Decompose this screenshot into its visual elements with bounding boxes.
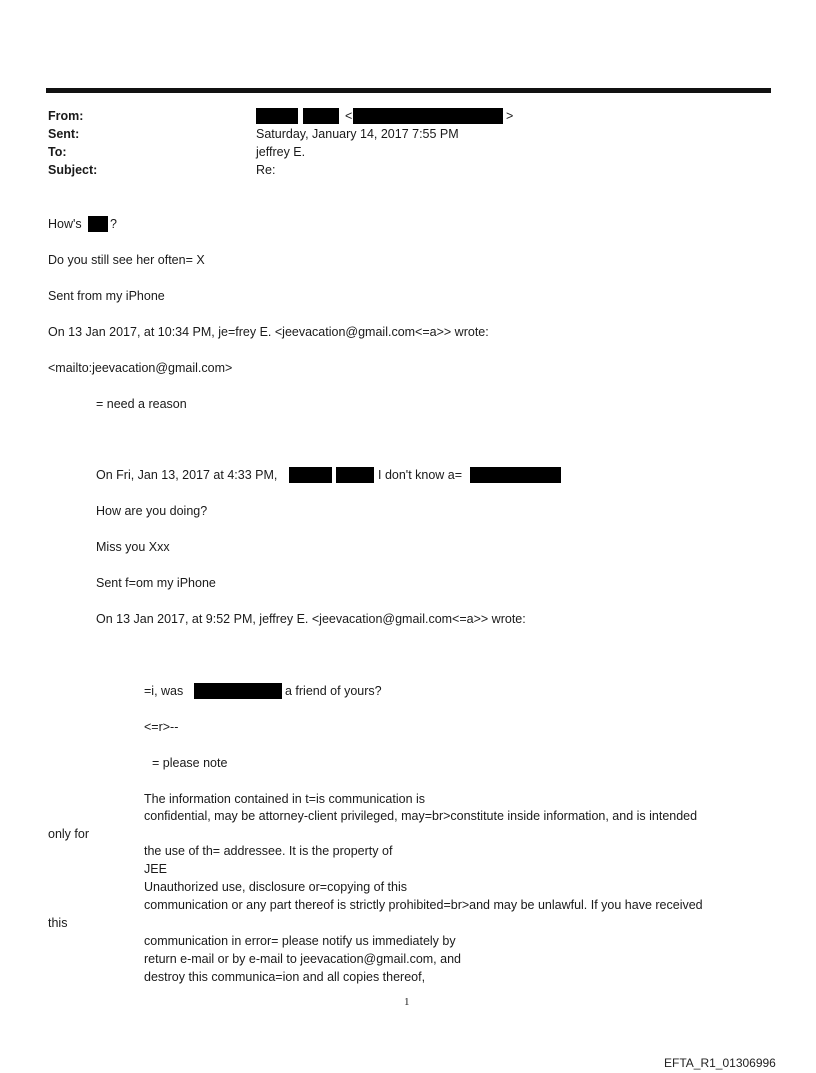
disclaimer-line: only for (48, 827, 89, 841)
quote-header-cont: I don't know a= (378, 468, 463, 482)
quote-header: On 13 Jan 2017, at 10:34 PM, je=frey E. <jeevacation@gmail.com<=a>> wrote: (48, 325, 489, 339)
redacted-sender-last (303, 108, 339, 124)
from-label: From: (48, 109, 84, 123)
body-line-hows-end: ? (110, 217, 117, 231)
redacted-name (194, 683, 282, 699)
disclaimer-line: destroy this communica=ion and all copies thereof, (144, 970, 426, 984)
body-line: Do you still see her often= X (48, 253, 205, 267)
quoted-line: How are you doing? (96, 504, 208, 518)
disclaimer-line: this (48, 916, 68, 930)
disclaimer-line: confidential, may be attorney-client privileged, may=br>constitute inside information, and is intended (144, 809, 698, 823)
quote-header: On 13 Jan 2017, at 9:52 PM, jeffrey E. <jeevacation@gmail.com<=a>> wrote: (96, 612, 526, 626)
redacted-name (289, 467, 332, 483)
quoted-line: =i, was (144, 684, 184, 698)
quoted-line: = need a reason (96, 397, 187, 411)
from-gt: > (506, 109, 514, 123)
subject-value: Re: (256, 163, 276, 177)
redacted-name (88, 216, 108, 232)
disclaimer-line: return e-mail or by e-mail to jeevacation@gmail.com, and (144, 952, 461, 966)
body-line-hows: How's (48, 217, 82, 231)
disclaimer-line: communication in error= please notify us immediately by (144, 934, 456, 948)
body-line: <mailto:jeevacation@gmail.com> (48, 361, 233, 375)
quoted-line: Miss you Xxx (96, 540, 170, 554)
header-rule (46, 88, 771, 93)
quote-header: On Fri, Jan 13, 2017 at 4:33 PM, (96, 468, 278, 482)
sent-label: Sent: (48, 127, 80, 141)
document-id: EFTA_R1_01306996 (664, 1056, 776, 1070)
body-line: Sent from my iPhone (48, 289, 165, 303)
disclaimer-line: Unauthorized use, disclosure or=copying of this (144, 880, 407, 894)
disclaimer-line: JEE (144, 862, 167, 876)
quoted-line-cont: a friend of yours? (285, 684, 382, 698)
disclaimer-line: the use of th= addressee. It is the property of (144, 844, 393, 858)
redacted-sender-email (353, 108, 503, 124)
quoted-line: = please note (152, 756, 228, 770)
redacted-name (336, 467, 374, 483)
quoted-line: Sent f=om my iPhone (96, 576, 216, 590)
redacted-sender-first (256, 108, 298, 124)
from-lt: < (345, 109, 353, 123)
page-number: 1 (404, 996, 410, 1008)
sent-value: Saturday, January 14, 2017 7:55 PM (256, 127, 459, 141)
to-value: jeffrey E. (256, 145, 306, 159)
disclaimer-line: communication or any part thereof is strictly prohibited=br>and may be unlawful. If you have received (144, 898, 703, 912)
subject-label: Subject: (48, 163, 98, 177)
to-label: To: (48, 145, 67, 159)
disclaimer-line: The information contained in t=is communication is (144, 792, 426, 806)
redacted-text (470, 467, 561, 483)
quoted-line: <=r>-- (144, 720, 179, 734)
